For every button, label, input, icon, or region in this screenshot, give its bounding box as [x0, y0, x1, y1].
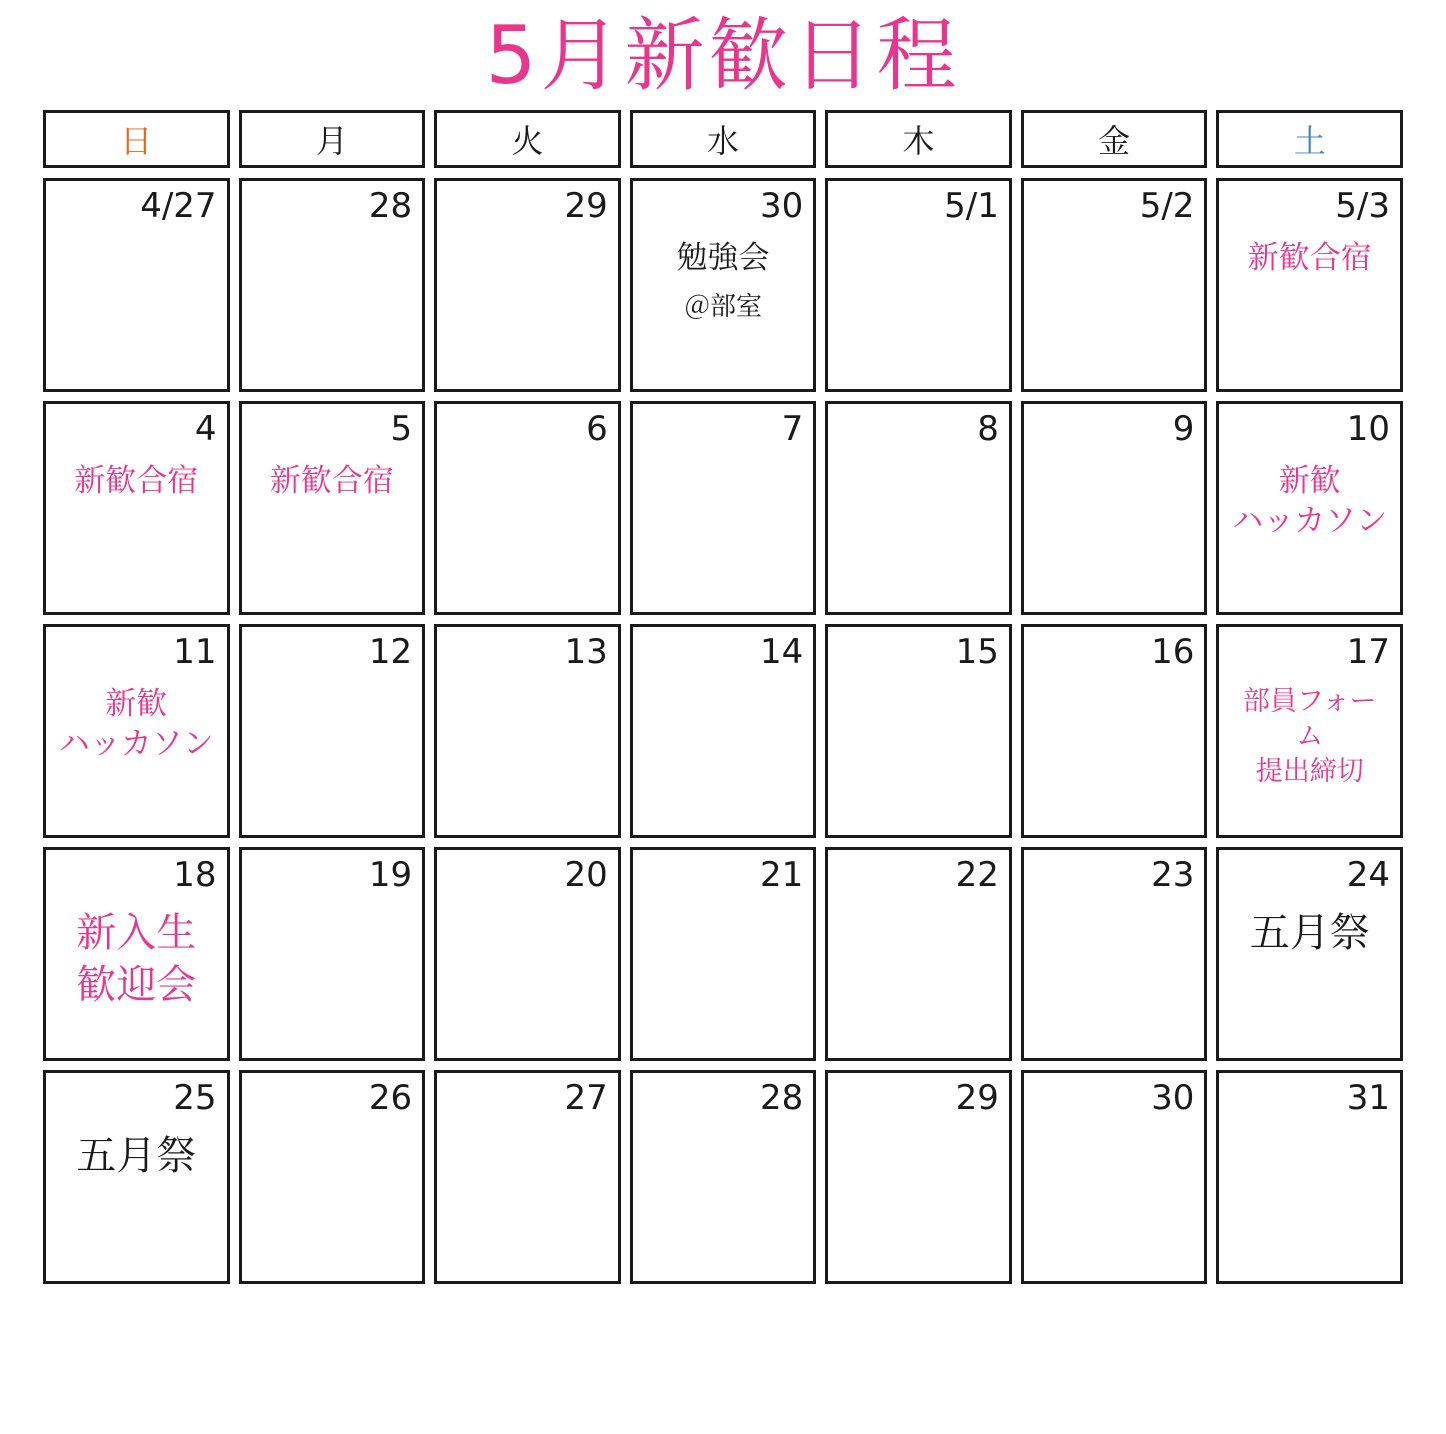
- day-events: [252, 1118, 413, 1281]
- calendar-week-row: [43, 847, 1403, 1061]
- day-events: [838, 226, 999, 389]
- day-events: [447, 449, 608, 612]
- day-events: [1229, 672, 1390, 835]
- calendar-body: [43, 178, 1403, 1284]
- day-number: 25: [173, 1078, 217, 1118]
- calendar-day-cell[interactable]: [434, 178, 621, 392]
- day-number: 8: [977, 409, 999, 449]
- calendar-day-cell[interactable]: [1021, 178, 1208, 392]
- day-events: [1034, 449, 1195, 612]
- event-line: 新歓: [105, 686, 168, 723]
- calendar-day-cell[interactable]: [630, 178, 817, 392]
- day-number: 5/2: [1139, 186, 1195, 226]
- day-number: 12: [368, 632, 413, 672]
- day-events: [252, 895, 413, 1058]
- calendar-day-cell[interactable]: [43, 847, 230, 1061]
- day-number: 29: [955, 1078, 999, 1118]
- calendar-week-row: [43, 624, 1403, 838]
- calendar-week-row: [43, 178, 1403, 392]
- event-label: [76, 1130, 196, 1182]
- day-number: 28: [368, 186, 413, 226]
- calendar-day-cell[interactable]: [1216, 847, 1403, 1061]
- calendar-day-cell[interactable]: [825, 847, 1012, 1061]
- calendar-day-cell[interactable]: [1216, 624, 1403, 838]
- calendar-day-cell[interactable]: [630, 1070, 817, 1284]
- event-label: [1232, 461, 1387, 542]
- event-line: 勉強会: [676, 240, 770, 277]
- day-events: [1034, 895, 1195, 1058]
- calendar-day-cell[interactable]: [434, 1070, 621, 1284]
- day-events: [1034, 226, 1195, 389]
- weekday-header-5: 金: [1021, 110, 1208, 168]
- event-line: 新歓合宿: [74, 463, 199, 500]
- day-number: 28: [760, 1078, 804, 1118]
- day-events: [643, 895, 804, 1058]
- day-number: 13: [564, 632, 608, 672]
- day-number: 16: [1151, 632, 1195, 672]
- day-events: [838, 895, 999, 1058]
- event-label: [1248, 238, 1372, 278]
- day-events: [838, 449, 999, 612]
- day-number: 23: [1151, 855, 1195, 895]
- weekday-header-row: [43, 110, 1403, 168]
- calendar-day-cell[interactable]: [434, 401, 621, 615]
- event-line: 五月祭: [76, 1133, 197, 1180]
- event-label: [1229, 684, 1390, 789]
- day-number: 29: [564, 186, 608, 226]
- day-events: [252, 449, 413, 612]
- event-line: 新歓合宿: [269, 463, 394, 500]
- event-line: 部員フォーム: [1242, 686, 1377, 753]
- day-number: 10: [1346, 409, 1390, 449]
- day-number: 4: [194, 409, 217, 449]
- day-events: [838, 672, 999, 835]
- event-line: 五月祭: [1249, 910, 1370, 957]
- calendar-day-cell[interactable]: [1021, 401, 1208, 615]
- event-sublabel: ＠部室: [683, 292, 762, 323]
- day-number: 19: [368, 855, 413, 895]
- day-number: 15: [955, 632, 999, 672]
- calendar-day-cell[interactable]: [43, 1070, 230, 1284]
- page-title: 5月新歓日程: [485, 9, 961, 102]
- calendar-day-cell[interactable]: [239, 1070, 426, 1284]
- calendar-week-row: [43, 1070, 1403, 1284]
- calendar-day-cell[interactable]: [434, 624, 621, 838]
- day-number: 30: [760, 186, 804, 226]
- calendar: [43, 110, 1403, 1284]
- calendar-day-cell[interactable]: [43, 401, 230, 615]
- calendar-day-cell[interactable]: [825, 178, 1012, 392]
- day-number: 20: [564, 855, 608, 895]
- day-events: [447, 1118, 608, 1281]
- event-label: [676, 238, 769, 278]
- weekday-header-2: 火: [434, 110, 621, 168]
- calendar-day-cell[interactable]: [630, 624, 817, 838]
- weekday-header-1: 月: [239, 110, 426, 168]
- calendar-day-cell[interactable]: [825, 624, 1012, 838]
- calendar-day-cell[interactable]: [43, 624, 230, 838]
- weekday-header-4: 木: [825, 110, 1012, 168]
- calendar-day-cell[interactable]: [434, 847, 621, 1061]
- event-line: 提出締切: [1255, 756, 1364, 788]
- calendar-day-cell[interactable]: [1021, 847, 1208, 1061]
- day-number: 26: [368, 1078, 413, 1118]
- day-events: [1229, 895, 1390, 1058]
- day-events: [1229, 1118, 1390, 1281]
- day-events: [56, 672, 217, 835]
- calendar-day-cell[interactable]: [825, 401, 1012, 615]
- day-number: 17: [1346, 632, 1390, 672]
- event-line: 新歓合宿: [1247, 240, 1372, 277]
- day-number: 22: [955, 855, 999, 895]
- calendar-day-cell[interactable]: [1021, 624, 1208, 838]
- day-events: [838, 1118, 999, 1281]
- day-number: 18: [173, 855, 217, 895]
- day-events: [643, 449, 804, 612]
- day-number: 5/3: [1335, 186, 1390, 226]
- weekday-header-0: 日: [43, 110, 230, 168]
- calendar-day-cell[interactable]: [239, 401, 426, 615]
- day-number: 14: [760, 632, 804, 672]
- day-events: [252, 672, 413, 835]
- day-events: [447, 226, 608, 389]
- calendar-day-cell[interactable]: [1216, 1070, 1403, 1284]
- day-number: 21: [760, 855, 804, 895]
- calendar-day-cell[interactable]: [43, 178, 230, 392]
- day-events: [56, 895, 217, 1058]
- day-events: [56, 226, 217, 389]
- event-label: [270, 461, 394, 501]
- day-events: [643, 226, 804, 389]
- calendar-day-cell[interactable]: [1021, 1070, 1208, 1284]
- day-events: [447, 895, 608, 1058]
- calendar-day-cell[interactable]: [239, 178, 426, 392]
- event-line: ハッカソン: [58, 726, 214, 763]
- day-number: 27: [564, 1078, 608, 1118]
- weekday-header-3: 水: [630, 110, 817, 168]
- day-number: 11: [173, 632, 217, 672]
- event-label: [1250, 907, 1370, 959]
- calendar-day-cell[interactable]: [1216, 401, 1403, 615]
- weekday-header-6: 土: [1216, 110, 1403, 168]
- calendar-week-row: [43, 401, 1403, 615]
- event-line: 新歓: [1278, 463, 1341, 500]
- day-events: [56, 449, 217, 612]
- day-number: 24: [1346, 855, 1390, 895]
- day-events: [252, 226, 413, 389]
- day-number: 5/1: [944, 186, 999, 226]
- event-line: ハッカソン: [1232, 503, 1388, 540]
- day-events: [447, 672, 608, 835]
- day-events: [1229, 449, 1390, 612]
- day-number: 5: [390, 409, 413, 449]
- day-events: [1229, 226, 1390, 389]
- calendar-day-cell[interactable]: [239, 847, 426, 1061]
- calendar-day-cell[interactable]: [630, 401, 817, 615]
- day-events: [1034, 1118, 1195, 1281]
- day-events: [1034, 672, 1195, 835]
- event-line: 歓迎会: [76, 962, 197, 1009]
- day-number: 4/27: [140, 186, 217, 226]
- event-label: [76, 907, 196, 1011]
- day-number: 7: [781, 409, 804, 449]
- calendar-day-cell[interactable]: [825, 1070, 1012, 1284]
- event-label: [74, 461, 198, 501]
- calendar-day-cell[interactable]: [239, 624, 426, 838]
- calendar-day-cell[interactable]: [630, 847, 817, 1061]
- day-events: [643, 1118, 804, 1281]
- event-line: 新入生: [76, 910, 197, 957]
- calendar-day-cell[interactable]: [1216, 178, 1403, 392]
- day-events: [643, 672, 804, 835]
- day-number: 30: [1151, 1078, 1195, 1118]
- day-number: 9: [1172, 409, 1195, 449]
- day-events: [56, 1118, 217, 1281]
- day-number: 31: [1346, 1078, 1390, 1118]
- day-number: 6: [586, 409, 608, 449]
- event-label: [59, 684, 214, 765]
